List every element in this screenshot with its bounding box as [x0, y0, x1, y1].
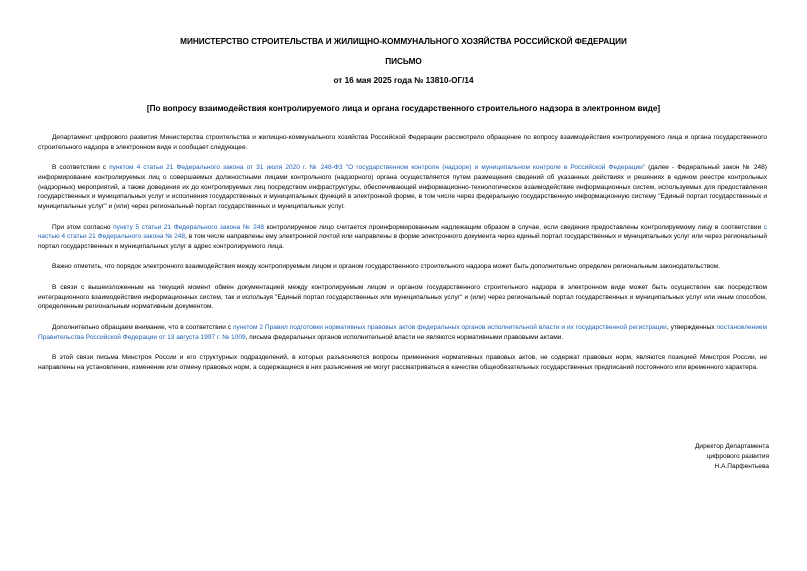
paragraph-informed-properly [38, 223, 767, 252]
paragraph-text: , утвержденных [666, 323, 717, 331]
paragraph-text: Дополнительно обращаем внимание, что в соответствии с [52, 323, 233, 331]
document-type: ПИСЬМО [385, 57, 422, 66]
government-decree-1009-link[interactable]: постановлением Правительства Российской Федерации от 13 августа 1997 г. № 1009 [38, 323, 768, 341]
paragraph-text: , письма федеральных органов исполнительной власти не являются нормативными правовыми актами. [245, 333, 564, 341]
law-248-article-21-p4-link[interactable]: пунктом 4 статьи 21 Федерального закона от 31 июля 2020 г. № 248-ФЗ "О государственном контроле (надзоре) и муниципальном контроле в Российской Федерации" [109, 164, 646, 172]
document-subject: [По вопросу взаимодействия контролируемого лица и органа государственного строительного надзора в электронном виде] [146, 104, 661, 113]
signature-position: Директор Департамента [695, 443, 769, 450]
paragraph-text: контролируемое лицо считается проинформированным надлежащим образом в случае, если сведения предоставлены контролируемому лицу в соответствии [264, 223, 764, 231]
paragraph-text: В соответствии с [52, 164, 110, 172]
paragraph-text: При этом согласно [52, 223, 114, 231]
signature-block [695, 442, 769, 472]
paragraph-exchange: В связи с вышеизложенным на текущий момент обмен документацией между контролируемым лицом и органом государственного строительного надзора в электронном виде может быть осуществлен как посредством интеграционного взаимодействия информационных систем, так и используя "Единый портал государственных или муниципальных услуг" и (или) через региональный портал государственных и муниципальных услуг или иным способом, определенным региональным нормативным документом. [38, 283, 767, 311]
document-date-number: от 16 мая 2025 года № 13810-ОГ/14 [333, 76, 474, 85]
signature-department: цифрового развития [706, 452, 769, 460]
paragraph-informing [38, 163, 767, 212]
signature-name: Н.А.Парфентьева [714, 462, 769, 470]
paragraph-text: (далее - Федеральный закон № 248) информирование контролируемых лиц о совершаемых должностными лицами контрольного (надзорного) органа осуществляется путем размещения сведений об указанных действиях и решениях в едином реестре контрольных (надзорных) мероприятий, а также доведения их до контролируемых лиц посредством инфраструктуры, обеспечивающей информационно-технологическое взаимодействие информационных систем, используемых для предоставления государственных и муниципальных услуг и исполнения государственных и муниципальных функций в электронной форме, в том числе через федеральную государственную информационную систему "Единый портал государственных и муниципальных услуг" и (или) через региональный портал государственных и муниципальных услуг. [38, 164, 767, 211]
paragraph-intro: Департамент цифрового развития Министерства строительства и жилищно-коммунального хозяйства Российской Федерации рассмотрело обращение по вопросу взаимодействия контролируемого лица и органа государственного строительного надзора в электронном виде и сообщает следующее. [38, 134, 767, 151]
paragraph-rules [38, 323, 767, 342]
paragraph-regional: Важно отметить, что порядок электронного взаимодействия между контролируемым лицом и органом государственного строительного надзора может быть дополнительно определен региональным законодательством. [52, 263, 721, 271]
rules-link[interactable]: пунктом 2 Правил подготовки нормативных правовых актов федеральных органов исполнительной власти и их государственной регистрации [233, 323, 667, 331]
law-248-article-21-p5-link[interactable]: пункту 5 статьи 21 Федерального закона № 248 [113, 223, 265, 231]
ministry-title: МИНИСТЕРСТВО СТРОИТЕЛЬСТВА И ЖИЛИЩНО-КОММУНАЛЬНОГО ХОЗЯЙСТВА РОССИЙСКОЙ ФЕДЕРАЦИИ [180, 37, 627, 46]
paragraph-text: , в том числе направлены ему электронной почтой или направлены в форме электронного документа через единый портал государственных и муниципальных услуг или через региональный портал государственных и муниципальных услуг в адрес контролируемого лица. [38, 233, 767, 250]
paragraph-letters-status: В этой связи письма Минстроя России и его структурных подразделений, в которых разъясняются вопросы применения нормативных правовых актов, не содержат правовых норм, являются позицией Минстроя России, не направлены на установление, изменение или отмену правовых норм, а содержащиеся в них разъяснения не могут рассматриваться в качестве общеобязательных государственных предписаний постоянного или временного характера. [38, 354, 767, 371]
law-248-article-21-part4-link[interactable]: с частью 4 статьи 21 Федерального закона № 248 [38, 223, 767, 241]
document-body [38, 133, 767, 383]
